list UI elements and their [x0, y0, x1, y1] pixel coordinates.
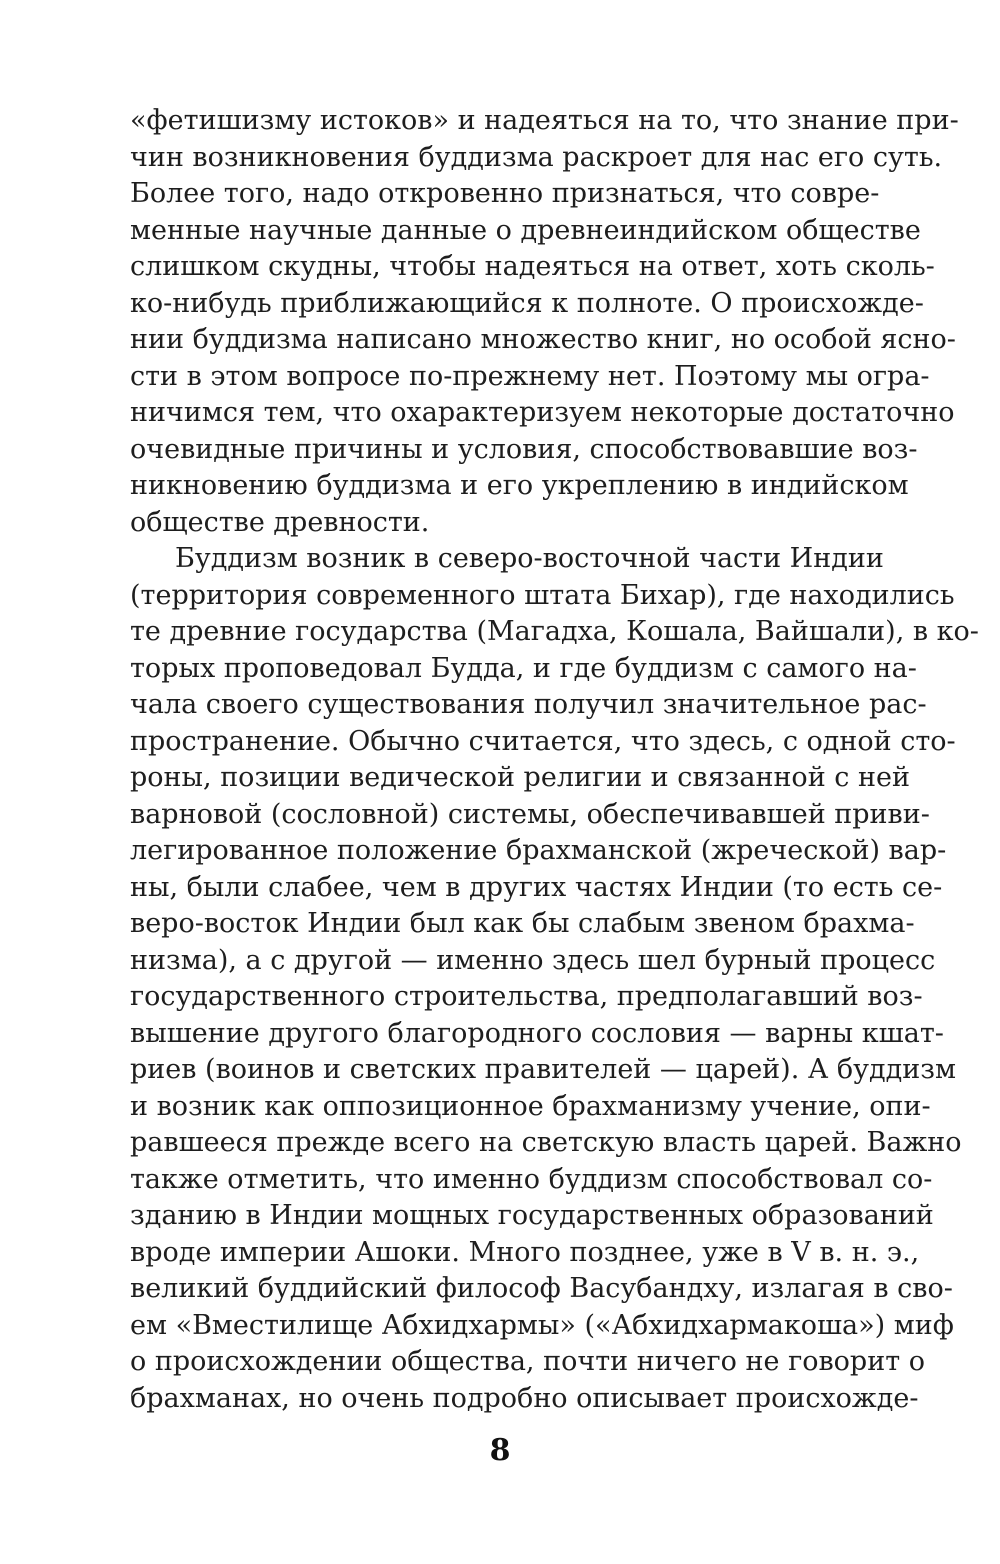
text-line: о происхождении общества, почти ничего не говорит о	[130, 1346, 925, 1377]
text-line: риев (воинов и светских правителей — царей). А буддизм	[130, 1054, 957, 1085]
text-line: сти в этом вопросе по-прежнему нет. Поэтому мы огра-	[130, 360, 930, 392]
text-line: равшееся прежде всего на светскую власть царей. Важно	[130, 1127, 962, 1158]
text-line: роны, позиции ведической религии и связанной с ней	[130, 762, 910, 793]
text-line: очевидные причины и условия, способствовавшие воз-	[130, 433, 918, 465]
text-line: «фетишизму истоков» и надеяться на то, что знание при-	[130, 105, 959, 136]
text-line: Буддизм возник в северо-восточной части Индии	[175, 543, 884, 574]
text-line: ны, были слабее, чем в других частях Индии (то есть се-	[130, 871, 943, 903]
text-line: зданию в Индии мощных государственных образований	[130, 1200, 934, 1231]
text-line: легированное положение брахманской (жреческой) вар-	[130, 835, 947, 866]
page-number: 8	[489, 1433, 511, 1468]
text-line: ничимся тем, что охарактеризуем некоторые достаточно	[130, 397, 955, 428]
text-line: чин возникновения буддизма раскроет для нас его суть.	[130, 141, 943, 173]
text-line: брахманах, но очень подробно описывает происхожде-	[130, 1382, 919, 1414]
text-line: великий буддийский философ Васубандху, излагая в сво-	[130, 1273, 953, 1304]
text-line: государственного строительства, предполагавший воз-	[130, 981, 923, 1012]
text-line: также отметить, что именно буддизм способствовал со-	[130, 1163, 933, 1195]
text-line: и возник как оппозиционное брахманизму учение, опи-	[130, 1090, 931, 1122]
text-line: нии буддизма написано множество книг, но особой ясно-	[130, 324, 956, 355]
text-line: вышение другого благородного сословия — варны кшат-	[130, 1017, 944, 1049]
text-line: пространение. Обычно считается, что здесь, с одной сто-	[130, 725, 956, 757]
text-line: торых проповедовал Будда, и где буддизм с самого на-	[130, 652, 917, 684]
text-line: веро-восток Индии был как бы слабым звеном брахма-	[130, 908, 915, 939]
text-line: никновению буддизма и его укреплению в индийском	[130, 470, 909, 501]
text-line: менные научные данные о древнеиндийском обществе	[130, 214, 921, 246]
text-line: ко-нибудь приближающийся к полноте. О происхожде-	[130, 287, 924, 319]
text-line: (территория современного штата Бихар), где находились	[130, 579, 955, 611]
text-line: обществе древности.	[130, 506, 430, 538]
text-line: вроде империи Ашоки. Много позднее, уже в V в. н. э.,	[130, 1236, 920, 1268]
text-line: ем «Вместилище Абхидхармы» («Абхидхармакоша») миф	[130, 1309, 954, 1341]
text-line: чала своего существования получил значительное рас-	[130, 689, 927, 720]
text-line: слишком скудны, чтобы надеяться на ответ, хоть сколь-	[130, 251, 935, 282]
text-line: низма), а с другой — именно здесь шел бурный процесс	[130, 944, 936, 976]
text-line: Более того, надо откровенно признаться, что совре-	[130, 178, 880, 209]
text-line: варновой (сословной) системы, обеспечивавшей приви-	[130, 798, 930, 830]
text-line: те древние государства (Магадха, Кошала, Вайшали), в ко-	[130, 616, 979, 647]
